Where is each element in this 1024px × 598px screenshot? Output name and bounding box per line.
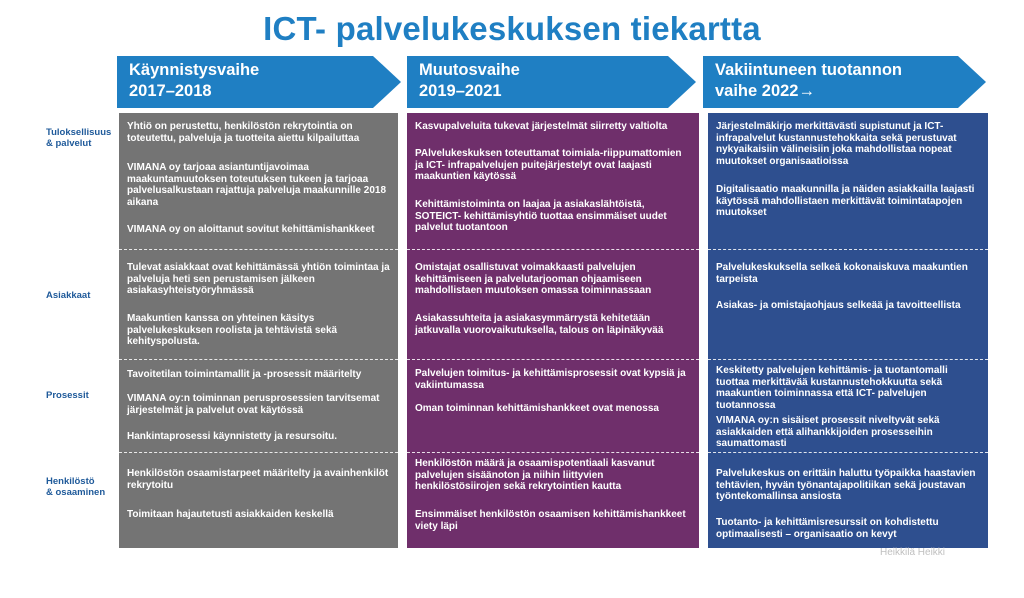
cell-text: Tuotanto- ja kehittämisresurssit on kohdistettu optimaalisesti – organisaatio on kevyt <box>716 517 939 540</box>
cell-processes <box>119 360 398 453</box>
cell-text: Tulevat asiakkaat ovat kehittämässä yhtiön toimintaa ja palveluja heti sen perustamisen jälkeen asiakasyhteistyöryhmässä <box>127 262 390 296</box>
author-watermark: Heikkilä Heikki <box>880 547 946 558</box>
cell-text: Järjestelmäkirjo merkittävästi supistunut ja ICT-infrapalvelut kustannustehokkaita sekä perustuvat nykyaikaisiin välineisiin joka mahdollistaa nopeat muutokset organisaatioissa <box>716 121 957 167</box>
phase-years: 2017–2018 <box>129 82 212 100</box>
cell-customers <box>407 250 699 360</box>
phase-title: Vakiintuneen tuotannon <box>715 61 903 79</box>
cell-text: Henkilöstön osaamistarpeet määritelty ja avainhenkilöt rekrytoitu <box>127 468 389 491</box>
cell-customers <box>119 250 398 360</box>
cell-text: Henkilöstön määrä ja osaamispotentiaali kasvanut palvelujen sisäänoton ja niihin liittyvien henkilöstösiirojen sekä rekrytointien kautta <box>415 458 655 492</box>
cell-processes <box>407 360 699 453</box>
cell-text: Omistajat osallistuvat voimakkaasti palvelujen kehittämiseen ja palvelutarjooman ohjaamiseen mahdollistaen muutoksen omassa toiminnassaan <box>415 262 652 296</box>
cell-personnel <box>119 453 398 548</box>
cell-text: Palvelujen toimitus- ja kehittämisprosessit ovat kypsiä ja vakiintumassa <box>415 368 686 391</box>
cell-text: Palvelukeskus on erittäin haluttu työpaikka haastavien tehtävien, hyvän työnantajapolitiikan sekä joustavan työntekomallinsa ansiosta <box>716 468 976 502</box>
cell-text: Maakuntien kanssa on yhteinen käsitys palvelukeskuksen roolista ja tehtävistä sekä kehityspolusta. <box>127 313 338 347</box>
cell-text: Asiakas- ja omistajaohjaus selkeää ja tavoitteellista <box>716 300 961 311</box>
cell-text: Palvelukeskuksella selkeä kokonaiskuva maakuntien tarpeista <box>716 262 968 285</box>
phase-arrow-change <box>407 56 696 108</box>
cell-personnel <box>407 453 699 548</box>
column-change <box>407 113 699 548</box>
phase-arrow-startup <box>117 56 401 108</box>
column-startup <box>119 113 398 548</box>
cell-text: Asiakassuhteita ja asiakasymmärrystä kehitetään jatkuvalla vuorovaikutuksella, talous on läpinäkyvää <box>415 313 664 336</box>
phase-years: vaihe 2022→ <box>715 82 815 100</box>
cell-text: VIMANA oy tarjoaa asiantuntijavoimaa maakuntamuutoksen toteutuksen tukeen ja tarjoaa palvelusalkustaan rajattuja palveluja maakunnille 2018 aikana <box>127 162 387 208</box>
cell-results <box>119 113 398 250</box>
column-stable <box>708 113 988 548</box>
cell-results <box>407 113 699 250</box>
cell-text: Keskitetty palvelujen kehittämis- ja tuotantomalli tuottaa merkittävää kustannustehokkuutta sekä maakuntien toiminnassa että ICT- palvelujen tuotannossa <box>716 365 948 411</box>
row-label-personnel: Henkilöstö & osaaminen <box>46 476 106 498</box>
row-label-results: Tuloksellisuus & palvelut <box>46 127 112 149</box>
cell-processes <box>708 360 988 453</box>
cell-text: Yhtiö on perustettu, henkilöstön rekrytointia on toteutettu, palveluja ja tuotteita aiettu kilpailuttaa <box>127 121 360 144</box>
phase-years: 2019–2021 <box>419 82 502 100</box>
cell-text: Kasvupalveluita tukevat järjestelmät siirretty valtiolta <box>415 121 668 132</box>
row-label-processes: Prosessit <box>46 390 89 401</box>
cell-text: Kehittämistoiminta on laajaa ja asiakaslähtöistä, SOTEICT- kehittämisyhtiö tuottaa ensimmäiset uudet palvelut tuotantoon <box>415 199 667 233</box>
page-title: ICT- palvelukeskuksen tiekartta <box>263 10 761 47</box>
cell-text: Ensimmäiset henkilöstön osaamisen kehittämishankkeet viety läpi <box>415 509 686 532</box>
row-label-customers: Asiakkaat <box>46 290 91 301</box>
cell-text: VIMANA oy:n toiminnan perusprosessien tarvitsemat järjestelmät ja palvelut ovat käytössä <box>127 393 380 416</box>
cell-text: Hankintaprosessi käynnistetty ja resursoitu. <box>127 431 338 442</box>
phase-arrow-stable <box>703 56 986 108</box>
cell-text: Digitalisaatio maakunnilla ja näiden asiakkailla laajasti käytössä mahdollistaen merkittävät toimintatapojen muutokset <box>716 184 975 218</box>
cell-text: VIMANA oy on aloittanut sovitut kehittämishankkeet <box>127 224 375 235</box>
cell-personnel <box>708 453 988 548</box>
cell-text: PAlvelukeskuksen toteuttamat toimiala-riippumattomien ja ICT- infrapalvelujen puitejärjestelyt ovat laajasti maakuntien käytössä <box>415 148 682 182</box>
cell-text: Oman toiminnan kehittämishankkeet ovat menossa <box>415 403 659 414</box>
cell-text: Toimitaan hajautetusti asiakkaiden keskellä <box>127 509 334 520</box>
cell-text: Tavoitetilan toimintamallit ja -prosessit määritelty <box>127 369 362 380</box>
phase-title: Käynnistysvaihe <box>129 61 260 79</box>
cell-results <box>708 113 988 250</box>
cell-customers <box>708 250 988 360</box>
cell-text: VIMANA oy:n sisäiset prosessit niveltyvät sekä asiakkaiden että alihankkijoiden prosesseihin saumattomasti <box>716 415 940 449</box>
phase-title: Muutosvaihe <box>419 61 520 79</box>
